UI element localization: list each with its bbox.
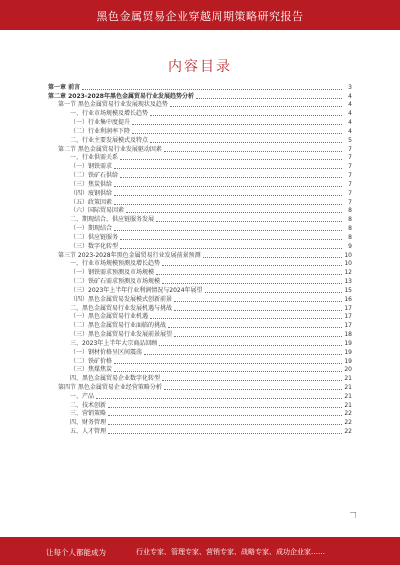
toc-entry-page: 8 [348, 233, 352, 241]
toc-leader-dots [108, 433, 342, 434]
toc-leader-dots [196, 98, 342, 99]
toc-entry-label: （二）供应链服务 [70, 233, 119, 241]
toc-entry[interactable] [48, 356, 352, 365]
toc-leader-dots [162, 380, 342, 381]
toc-entry-label: （二）铁矿石供给 [70, 172, 119, 180]
toc-entry-page: 17 [344, 313, 352, 321]
toc-entry-page: 7 [348, 180, 352, 188]
toc-entry-label: （一）钢铁需求预测及市场规模 [70, 269, 155, 277]
toc-list [48, 82, 352, 435]
toc-entry-label: 一、行业供需关系 [70, 154, 119, 162]
toc-entry-page: 7 [348, 172, 352, 180]
toc-entry[interactable] [48, 285, 352, 294]
toc-entry[interactable] [48, 206, 352, 215]
toc-entry[interactable] [48, 91, 352, 100]
toc-leader-dots [156, 274, 342, 275]
toc-leader-dots [96, 398, 342, 399]
toc-leader-dots [150, 115, 342, 116]
toc-entry[interactable] [48, 400, 352, 409]
toc-entry[interactable] [48, 250, 352, 259]
toc-entry-label: （五）政策因素 [70, 198, 113, 206]
toc-entry[interactable] [48, 329, 352, 338]
toc-heading: 内容目录 [168, 59, 232, 75]
toc-entry-page: 19 [344, 357, 352, 365]
toc-entry-label: （二）黑色金属贸易行业面临的挑战 [70, 322, 167, 330]
toc-entry-page: 3 [348, 83, 352, 91]
toc-leader-dots [205, 292, 342, 293]
toc-entry-page: 7 [348, 154, 352, 162]
toc-entry[interactable] [48, 426, 352, 435]
toc-leader-dots [120, 159, 342, 160]
toc-entry-page: 16 [344, 295, 352, 303]
toc-entry-page: 17 [344, 304, 352, 312]
toc-entry-label: （一）黑色金属贸易行业机遇 [70, 313, 149, 321]
toc-entry-page: 4 [348, 110, 352, 118]
toc-entry-label: （四）废钢供给 [70, 189, 113, 197]
toc-leader-dots [114, 363, 342, 364]
toc-leader-dots [132, 124, 342, 125]
toc-leader-dots [114, 230, 342, 231]
toc-leader-dots [108, 415, 342, 416]
toc-entry-label: （二）铁矿价格 [70, 357, 113, 365]
toc-leader-dots [203, 257, 342, 258]
toc-entry-label: 第一章 前言 [48, 83, 81, 91]
toc-leader-dots [126, 212, 342, 213]
toc-entry-page: 21 [344, 383, 352, 391]
toc-entry-page: 9 [348, 242, 352, 250]
toc-entry[interactable] [48, 303, 352, 312]
toc-entry-label: （三）焦煤焦炭 [70, 366, 113, 374]
toc-entry-page: 5 [348, 136, 352, 144]
toc-entry-page: 10 [344, 251, 352, 259]
toc-entry[interactable] [48, 259, 352, 268]
toc-entry[interactable] [48, 409, 352, 418]
toc-entry[interactable] [48, 126, 352, 135]
toc-entry[interactable] [48, 223, 352, 232]
toc-entry-page: 13 [344, 278, 352, 286]
toc-entry[interactable] [48, 108, 352, 117]
toc-entry[interactable] [48, 117, 352, 126]
toc-entry-page: 21 [344, 401, 352, 409]
toc-entry[interactable] [48, 365, 352, 374]
toc-entry-page: 19 [344, 348, 352, 356]
toc-leader-dots [174, 310, 342, 311]
toc-entry[interactable] [48, 417, 352, 426]
toc-entry[interactable] [48, 135, 352, 144]
toc-entry-page: 20 [344, 366, 352, 374]
toc-entry[interactable] [48, 382, 352, 391]
toc-entry-label: 四、财务管理 [70, 419, 107, 427]
toc-leader-dots [170, 106, 342, 107]
toc-leader-dots [114, 204, 342, 205]
toc-entry-page: 8 [348, 207, 352, 215]
toc-entry-page: 21 [344, 392, 352, 400]
toc-entry-label: 二、黑色金属贸易行业发展机遇与挑战 [70, 304, 173, 312]
toc-entry[interactable] [48, 153, 352, 162]
toc-entry-page: 22 [344, 410, 352, 418]
toc-entry[interactable] [48, 320, 352, 329]
toc-leader-dots [164, 389, 342, 390]
toc-entry-page: 21 [344, 375, 352, 383]
footer-bar [0, 537, 400, 565]
toc-leader-dots [168, 327, 342, 328]
toc-entry-label: 三、营销策略 [70, 410, 107, 418]
toc-leader-dots [114, 195, 342, 196]
toc-entry-page: 7 [348, 198, 352, 206]
toc-entry[interactable] [48, 179, 352, 188]
toc-entry-label: 二、行业主要发展模式及特点 [70, 136, 149, 144]
toc-entry-label: 第一节 黑色金属贸易行业发展现状及趋势 [58, 101, 168, 109]
toc-entry[interactable] [48, 170, 352, 179]
toc-leader-dots [108, 424, 342, 425]
toc-entry-page: 4 [348, 119, 352, 127]
toc-entry-label: 一、行业市场规模及增长趋势 [70, 110, 149, 118]
toc-entry[interactable] [48, 276, 352, 285]
toc-entry-label: （三）黑色金属贸易行业发展前景展望 [70, 331, 173, 339]
toc-entry[interactable] [48, 267, 352, 276]
toc-leader-dots [162, 265, 342, 266]
toc-entry[interactable] [48, 100, 352, 109]
toc-entry-label: 一、行业市场规模预测及增长趋势 [70, 260, 161, 268]
toc-leader-dots [108, 407, 342, 408]
toc-entry-page: 4 [348, 92, 352, 100]
header-bar [0, 0, 400, 30]
toc-entry-label: 二、期现结合、供应链服务发展 [70, 216, 155, 224]
toc-entry-label: （三）焦炭供给 [70, 180, 113, 188]
toc-entry[interactable] [48, 188, 352, 197]
toc-entry-label: 第二节 黑色金属贸易行业发展驱动因素 [58, 145, 162, 153]
toc-entry-page: 7 [348, 163, 352, 171]
toc-entry-page: 12 [344, 269, 352, 277]
toc-entry[interactable] [48, 197, 352, 206]
toc-entry-page: 18 [344, 331, 352, 339]
toc-entry[interactable] [48, 144, 352, 153]
toc-leader-dots [150, 142, 342, 143]
toc-entry-page: 7 [348, 145, 352, 153]
toc-entry[interactable] [48, 373, 352, 382]
toc-entry[interactable] [48, 294, 352, 303]
toc-leader-dots [132, 133, 342, 134]
toc-leader-dots [159, 345, 342, 346]
toc-entry[interactable] [48, 82, 352, 91]
toc-entry-label: （三）数字化转型 [70, 242, 119, 250]
toc-leader-dots [150, 318, 342, 319]
toc-entry-label: 五、人才管理 [70, 428, 107, 436]
toc-entry-page: 4 [348, 101, 352, 109]
toc-leader-dots [156, 221, 342, 222]
toc-entry-label: （一）期现结合 [70, 225, 113, 233]
toc-entry-label: （一）钢材价格呈区间震荡 [70, 348, 143, 356]
toc-entry-page: 19 [344, 339, 352, 347]
toc-entry-label: （三）2023年上半年行业利润情况与2024年展望 [70, 286, 203, 294]
toc-entry-label: （一）钢铁需求 [70, 163, 113, 171]
toc-entry[interactable] [48, 347, 352, 356]
toc-leader-dots [120, 177, 342, 178]
toc-entry[interactable] [48, 214, 352, 223]
toc-entry[interactable] [48, 338, 352, 347]
toc-entry-label: 三、2023年上半年大宗商品回顾 [70, 339, 158, 347]
toc-entry-label: （一）行业集中度提升 [70, 119, 131, 127]
toc-entry[interactable] [48, 161, 352, 170]
toc-leader-dots [114, 186, 342, 187]
toc-entry-label: 第二章 2023-2028年黑色金属贸易行业发展趋势分析 [48, 92, 194, 100]
footer-slogan-right: 行业专家、管理专家、营销专家、战略专家、成功企业家…… [136, 548, 325, 556]
toc-entry-label: （六）国际贸易因素 [70, 207, 125, 215]
toc-leader-dots [174, 301, 342, 302]
toc-leader-dots [164, 151, 342, 152]
toc-entry-page: 22 [344, 428, 352, 436]
toc-entry-page: 7 [348, 189, 352, 197]
toc-entry[interactable] [48, 241, 352, 250]
toc-leader-dots [120, 239, 342, 240]
toc-entry[interactable] [48, 391, 352, 400]
toc-entry-page: 10 [344, 260, 352, 268]
toc-entry-page: 8 [348, 225, 352, 233]
toc-entry-page: 15 [344, 286, 352, 294]
toc-entry-page: 17 [344, 322, 352, 330]
toc-entry[interactable] [48, 312, 352, 321]
toc-entry-label: 第三节 2023-2028年黑色金属贸易行业发展前景预测 [58, 251, 201, 259]
toc-entry-label: （二）铁矿石需求预测及市场规模 [70, 278, 161, 286]
toc-entry-page: 22 [344, 419, 352, 427]
toc-entry-label: 第四节 黑色金属贸易企业经营策略分析 [58, 383, 162, 391]
toc-entry-label: 二、技术创新 [70, 401, 107, 409]
toc-entry-label: （二）行业利润率下降 [70, 127, 131, 135]
toc-entry-label: （四）黑色金属贸易发展模式创新前景 [70, 295, 173, 303]
toc-leader-dots [144, 354, 342, 355]
toc-entry-label: 四、黑色金属贸易企业数字化转型 [70, 375, 161, 383]
footer-slogan-left: 让每个人都能成为 [46, 548, 106, 557]
toc-entry[interactable] [48, 232, 352, 241]
toc-entry-label: 一、产品 [70, 392, 95, 400]
report-title: 黑色金属贸易企业穿越周期策略研究报告 [96, 10, 304, 23]
toc-leader-dots [174, 336, 342, 337]
toc-entry-page: 8 [348, 216, 352, 224]
toc-leader-dots [114, 168, 342, 169]
page-corner-mark-icon [350, 512, 356, 518]
toc-entry-page: 4 [348, 127, 352, 135]
